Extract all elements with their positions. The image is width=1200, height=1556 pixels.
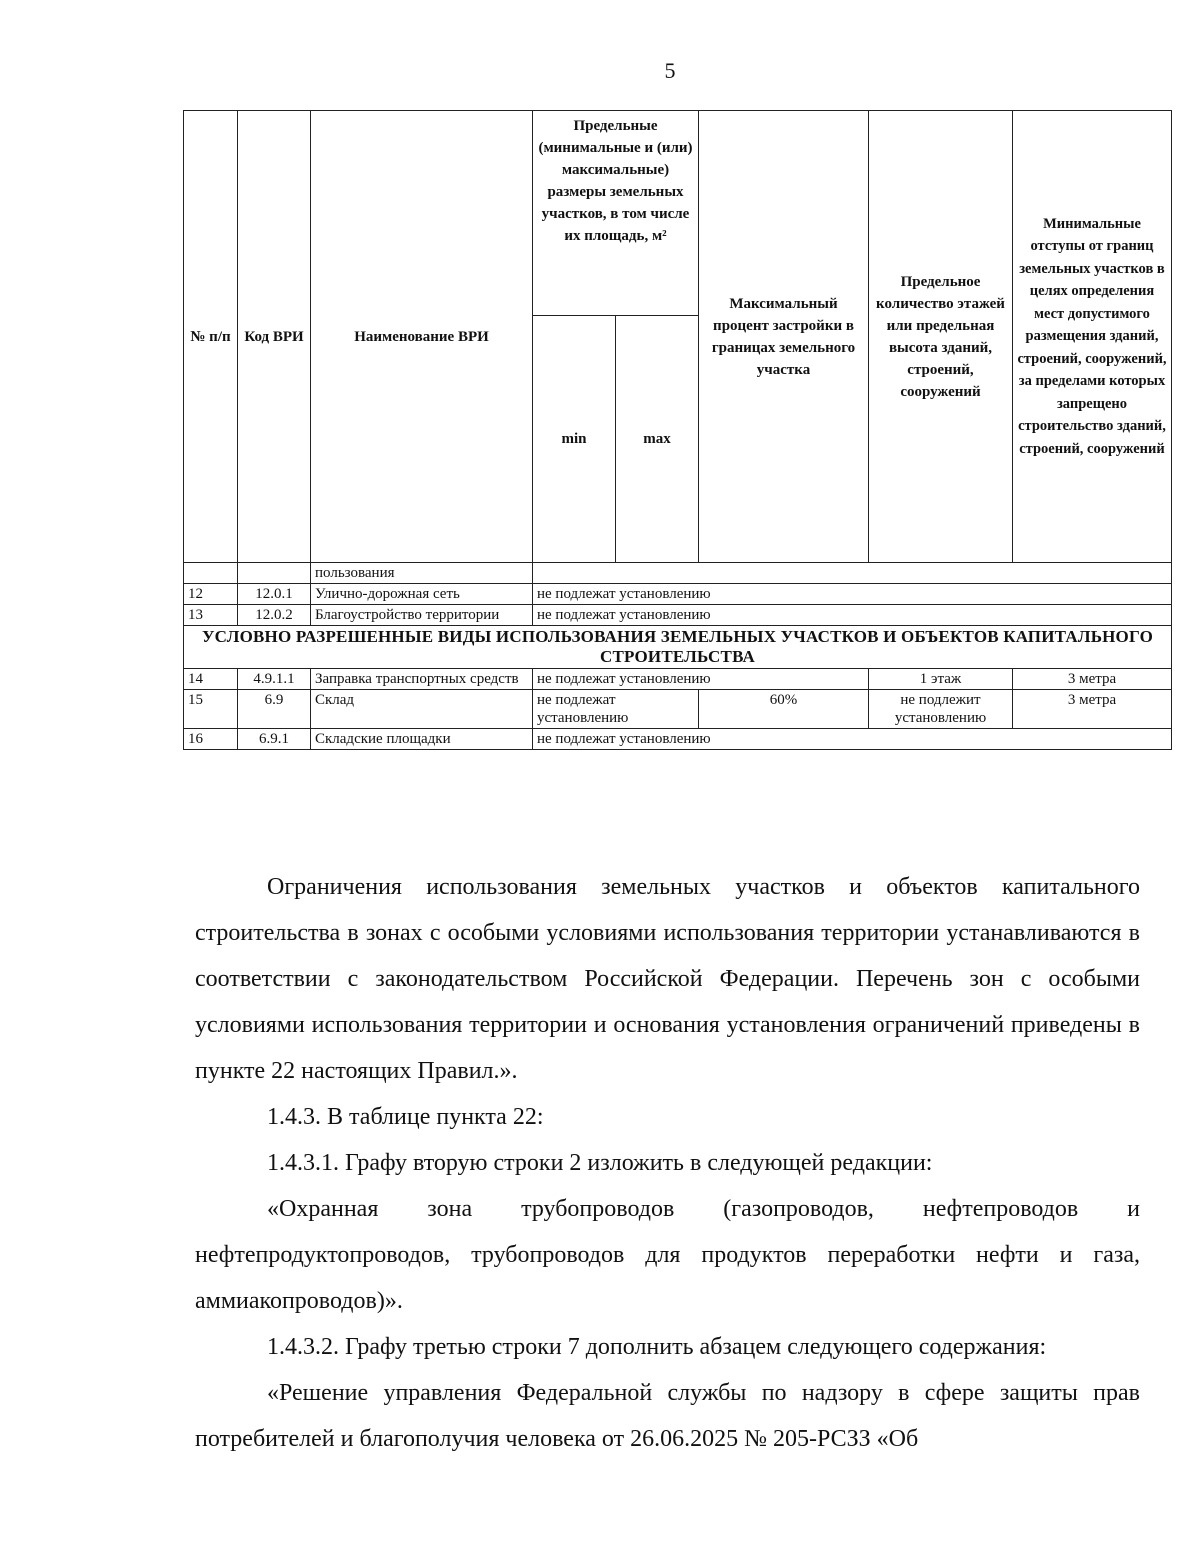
header-max: max <box>616 316 699 563</box>
section-title-row <box>184 626 1172 669</box>
regulations-table <box>183 110 1172 750</box>
row-code: 12.0.2 <box>238 605 311 626</box>
row-number: 12 <box>184 584 238 605</box>
header-min: min <box>533 316 616 563</box>
header-floors: Предельное количество этажей или предельная высота зданий, строений, сооружений <box>869 111 1013 563</box>
row-percent: 60% <box>699 690 869 729</box>
header-setbacks: Минимальные отступы от границ земельных участков в целях определения мест допустимого размещения зданий, строений, сооружений, за пределами которых запрещено строительство зданий, строений, сооружений <box>1013 111 1172 563</box>
header-size-group: Предельные (минимальные и (или) максимальные) размеры земельных участков, в том числе их площадь, м² <box>533 111 699 316</box>
paragraph: «Решение управления Федеральной службы по надзору в сфере защиты прав потребителей и благополучия человека от 26.06.2025 № 205-РСЗЗ «Об <box>195 1380 1140 1452</box>
row-setbacks: 3 метра <box>1013 669 1172 690</box>
row-code: 6.9.1 <box>238 729 311 750</box>
row-name: Складские площадки <box>311 729 533 750</box>
row-value: не подлежат установлению <box>533 729 1172 750</box>
paragraph: 1.4.3. В таблице пункта 22: <box>267 1104 544 1130</box>
row-name: Заправка транспортных средств <box>311 669 533 690</box>
header-row-1 <box>184 111 1172 316</box>
row-name: Благоустройство территории <box>311 605 533 626</box>
table-row-continuation <box>184 563 1172 584</box>
section-title: УСЛОВНО РАЗРЕШЕННЫЕ ВИДЫ ИСПОЛЬЗОВАНИЯ ЗЕМЕЛЬНЫХ УЧАСТКОВ И ОБЪЕКТОВ КАПИТАЛЬНОГО СТРОИТЕЛЬСТВА <box>184 626 1172 669</box>
continuation-name: пользования <box>311 563 533 584</box>
paragraph: 1.4.3.2. Графу третью строки 7 дополнить абзацем следующего содержания: <box>267 1334 1047 1360</box>
row-setbacks: 3 метра <box>1013 690 1172 729</box>
row-size: не подлежат установлению <box>533 690 699 729</box>
row-value: не подлежат установлению <box>533 605 1172 626</box>
row-name: Склад <box>311 690 533 729</box>
header-number: № п/п <box>184 111 238 563</box>
table-row <box>184 729 1172 750</box>
row-value: не подлежат установлению <box>533 584 1172 605</box>
header-percent: Максимальный процент застройки в границах земельного участка <box>699 111 869 563</box>
row-value: не подлежат установлению <box>533 669 869 690</box>
row-code: 4.9.1.1 <box>238 669 311 690</box>
table-row <box>184 584 1172 605</box>
row-code: 12.0.1 <box>238 584 311 605</box>
row-code: 6.9 <box>238 690 311 729</box>
row-number: 14 <box>184 669 238 690</box>
row-number: 16 <box>184 729 238 750</box>
row-number: 15 <box>184 690 238 729</box>
page-number: 5 <box>664 58 676 83</box>
row-number: 13 <box>184 605 238 626</box>
row-floors: 1 этаж <box>869 669 1013 690</box>
table-row <box>184 690 1172 729</box>
row-name: Улично-дорожная сеть <box>311 584 533 605</box>
header-name: Наименование ВРИ <box>311 111 533 563</box>
paragraph: «Охранная зона трубопроводов (газопроводов, нефтепроводов и нефтепродуктопроводов, трубопроводов для продуктов переработки нефти и газа, аммиакопроводов)». <box>195 1196 1140 1314</box>
body-text <box>195 864 1140 1462</box>
paragraph: Ограничения использования земельных участков и объектов капитального строительства в зонах с особыми условиями использования территории устанавливаются в соответствии с законодательством Российской Федерации. Перечень зон с особыми условиями использования территории и основания установления ограничений приведены в пункте 22 настоящих Правил.». <box>195 874 1140 1084</box>
row-floors: не подлежит установлению <box>869 690 1013 729</box>
header-code: Код ВРИ <box>238 111 311 563</box>
paragraph: 1.4.3.1. Графу вторую строки 2 изложить в следующей редакции: <box>267 1150 933 1176</box>
table-row <box>184 669 1172 690</box>
table-row <box>184 605 1172 626</box>
